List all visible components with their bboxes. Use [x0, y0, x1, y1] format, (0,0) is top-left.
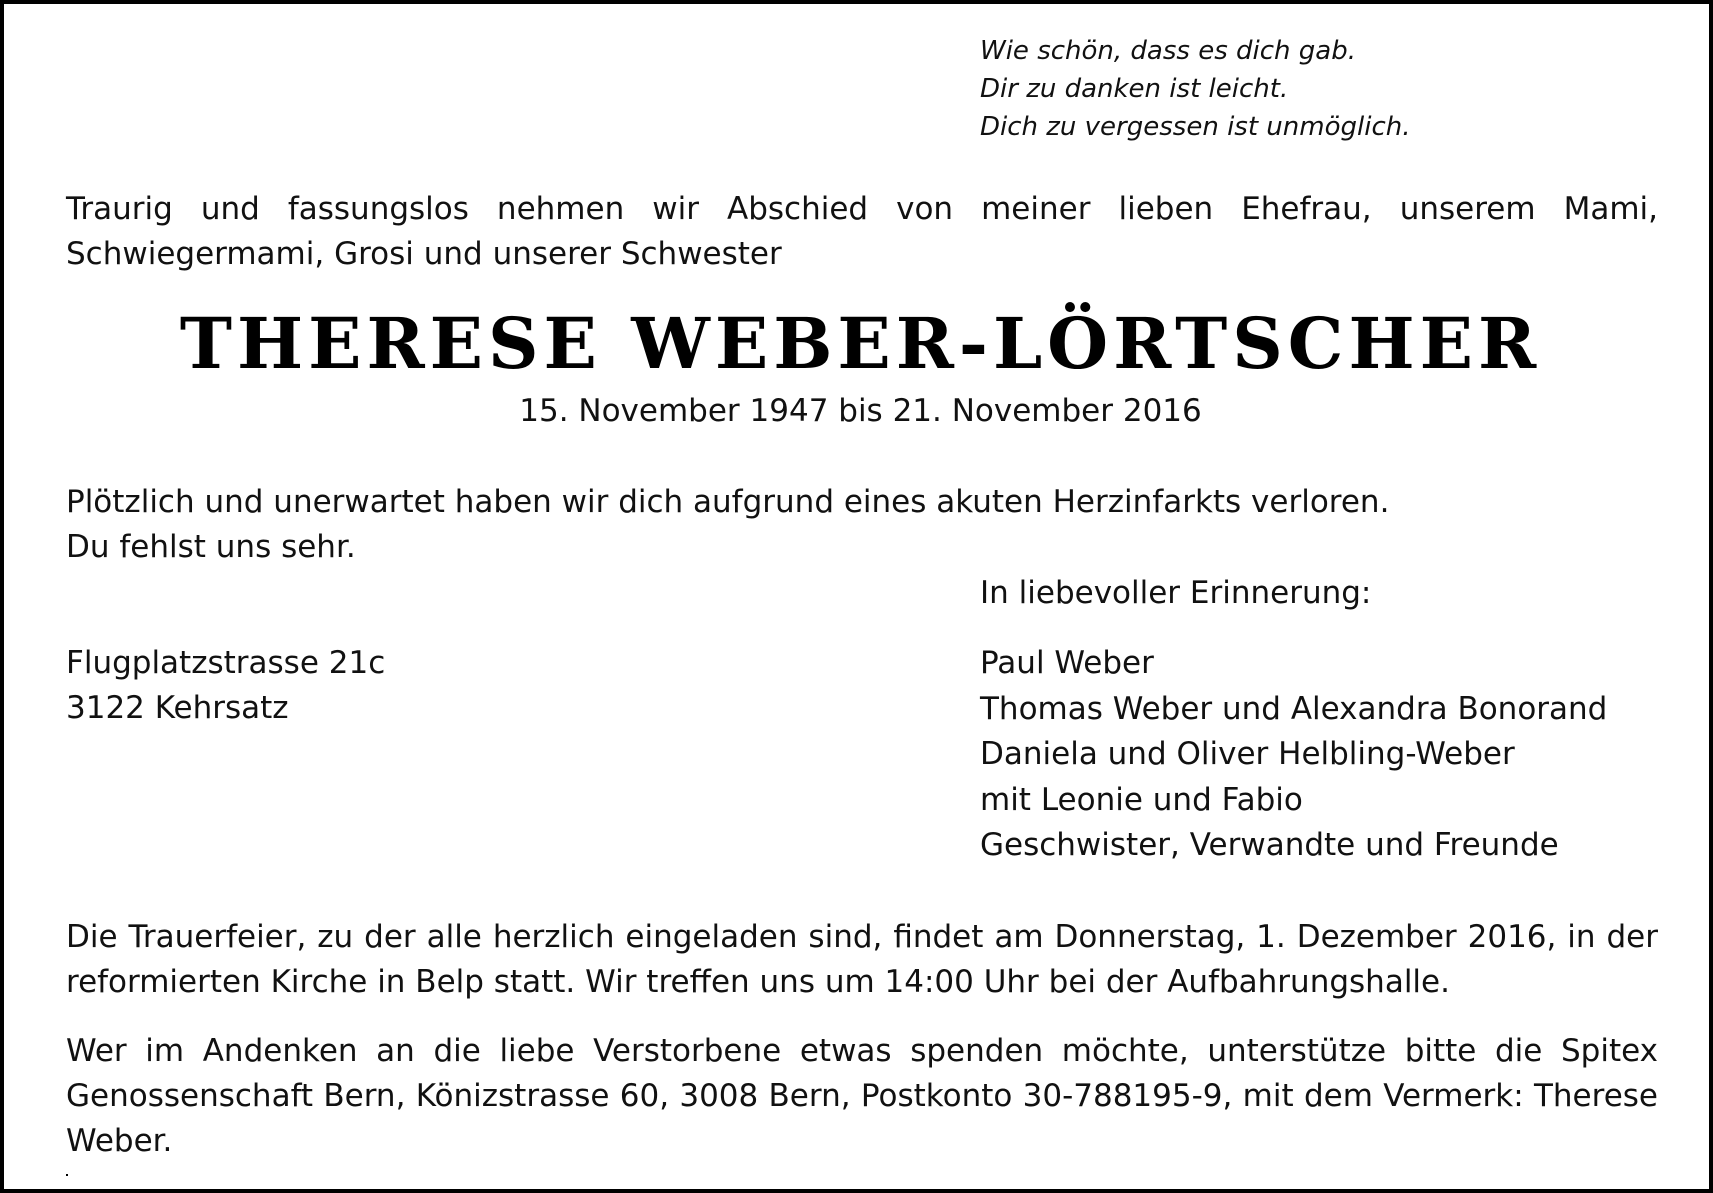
mourner-entry: Geschwister, Verwandte und Freunde	[980, 827, 1559, 863]
address-city: 3122 Kehrsatz	[66, 690, 289, 726]
mourner-entry: Paul Weber	[980, 645, 1154, 681]
deceased-name: THERESE WEBER-LÖRTSCHER	[179, 302, 1542, 385]
address-street: Flugplatzstrasse 21c	[66, 645, 386, 681]
memory-heading: In liebevoller Erinnerung:	[980, 575, 1372, 611]
stray-dot	[66, 1174, 68, 1176]
motto-line: Dir zu danken ist leicht.	[980, 74, 1289, 104]
mourner-entry: Thomas Weber und Alexandra Bonorand	[980, 690, 1608, 727]
motto-line: Dich zu vergessen ist unmöglich.	[980, 112, 1411, 142]
funeral-notice: Die Trauerfeier, zu der alle herzlich eingeladen sind, findet am Donnerstag, 1. Dezember 2016, in der reformierten Kirche in Belp statt. Wir treffen uns um 14:00 Uhr bei der Aufbahrungshalle.	[66, 919, 1658, 1000]
message-line: Plötzlich und unerwartet haben wir dich aufgrund eines akuten Herzinfarkts verloren.	[66, 484, 1390, 520]
message-line: Du fehlst uns sehr.	[66, 529, 356, 565]
motto-verse	[980, 32, 1411, 146]
motto-line: Wie schön, dass es dich gab.	[980, 36, 1356, 66]
family-address	[66, 641, 385, 731]
life-dates: 15. November 1947 bis 21. November 2016	[519, 393, 1202, 429]
mourner-entry: Daniela und Oliver Helbling-Weber	[980, 736, 1515, 772]
intro-paragraph: Traurig und fassungslos nehmen wir Abschied von meiner lieben Ehefrau, unserem Mami, Schwiegermami, Grosi und unserer Schwester	[66, 191, 1658, 272]
farewell-message	[66, 480, 1389, 570]
donation-notice: Wer im Andenken an die liebe Verstorbene etwas spenden möchte, unterstütze bitte die Spitex Genossenschaft Bern, Könizstrasse 60, 3008 Bern, Postkonto 30-788195-9, mit dem Vermerk: Therese Weber.	[66, 1033, 1658, 1159]
mourner-entry: mit Leonie und Fabio	[980, 781, 1303, 818]
mourners-list	[980, 641, 1607, 869]
